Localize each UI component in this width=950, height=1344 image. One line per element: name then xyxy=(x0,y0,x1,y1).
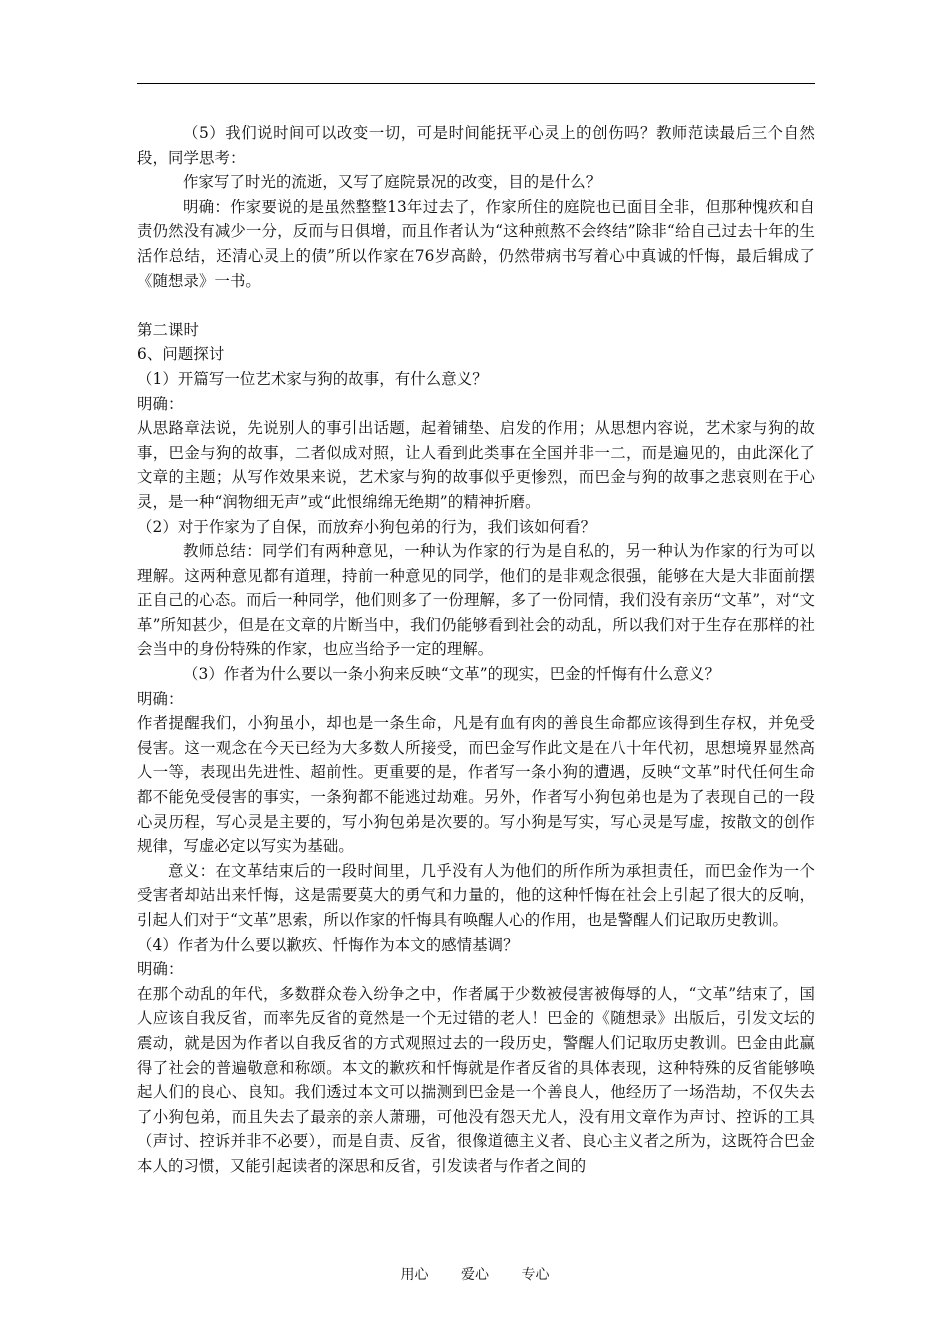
question-3: （3）作者为什么要以一条小狗来反映“文革”的现实，巴金的忏悔有什么意义？ xyxy=(183,665,721,684)
page-footer xyxy=(0,1266,950,1284)
question-3-significance: 意义：在文革结束后的一段时间里，几乎没有人为他们的所作所为承担责任，而巴金作为一个受害者却站出来忏悔，这是需要莫大的勇气和力量的，他的这种忏悔在社会上引起了很大的反响，引起人们对于“文革”思索，所以作家的忏悔具有唤醒人心的作用，也是警醒人们记取历史教训。 xyxy=(137,861,815,929)
paragraph-spacer xyxy=(137,293,815,318)
question-5-answer: 明确：作家要说的是虽然整整13年过去了，作家所住的庭院也已面目全非，但那种愧疚和自责仍然没有减少一分，反而与日俱增，而且作者认为“这种煎熬不会终结”除非“给自己过去十年的生活作总结，还清心灵上的债”所以作家在76岁高龄，仍然带病书写着心中真诚的忏悔，最后辑成了《随想录》一书。 xyxy=(137,197,815,290)
question-1: （1）开篇写一位艺术家与狗的故事，有什么意义？ xyxy=(137,369,488,388)
header-rule xyxy=(137,83,815,84)
question-2-summary: 教师总结：同学们有两种意见，一种认为作家的行为是自私的，另一种认为作家的行为可以理解。这两种意见都有道理，持前一种意见的同学，他们的是非观念很强，能够在大是大非面前摆正自己的心态。而后一种同学，他们则多了一份理解，多了一份同情，我们没有亲历“文革”，对“文革”所知甚少，但是在文章的片断当中，我们仍能够看到社会的动乱，所以我们对于生存在那样的社会当中的身份特殊的作家，也应当给予一定的理解。 xyxy=(137,542,815,659)
footer-item: 用心 xyxy=(400,1267,429,1283)
document-body xyxy=(137,121,815,1179)
question-2: （2）对于作家为了自保，而放弃小狗包弟的行为，我们该如何看？ xyxy=(137,517,597,536)
question-1-answer: 从思路章法说，先说别人的事引出话题，起着铺垫、启发的作用；从思想内容说，艺术家与狗的故事，巴金与狗的故事，二者似成对照，让人看到此类事在全国并非一二，而是遍见的，由此深化了文章的主题；从写作效果来说，艺术家与狗的故事似乎更惨烈，而巴金与狗的故事之悲哀则在于心灵，是一种“润物细无声”或“此恨绵绵无绝期”的精神折磨。 xyxy=(137,419,815,511)
question-5-prompt: 作家写了时光的流逝，又写了庭院景况的改变，目的是什么？ xyxy=(183,173,602,192)
question-1-label: 明确： xyxy=(137,394,184,413)
section-6-heading: 6、问题探讨 xyxy=(137,345,225,364)
question-4-answer: 在那个动乱的年代，多数群众卷入纷争之中，作者属于少数被侵害被侮辱的人，“文革”结束了，国人应该自我反省，而率先反省的竟然是一个无过错的老人！巴金的《随想录》出版后，引发文坛的震动，就是因为作者以自我反省的方式观照过去的一段历史，警醒人们记取历史教训。巴金由此赢得了社会的普遍敬意和称颂。本文的歉疚和忏悔就是作者反省的具体表现，这种特殊的反省能够唤起人们的良心、良知。我们透过本文可以揣测到巴金是一个善良人，他经历了一场浩劫，不仅失去了小狗包弟，而且失去了最亲的亲人萧珊，可他没有怨天尤人，没有用文章作为声讨、控诉的工具（声讨、控诉并非不必要），而是自责、反省，很像道德主义者、良心主义者之所为，这既符合巴金本人的习惯，又能引起读者的深思和反省，引发读者与作者之间的 xyxy=(137,984,815,1175)
question-3-answer: 作者提醒我们，小狗虽小，却也是一条生命，凡是有血有肉的善良生命都应该得到生存权，并免受侵害。这一观念在今天已经为大多数人所接受，而巴金写作此文是在八十年代初，思想境界显然高人一等，表现出先进性、超前性。更重要的是，作者写一条小狗的遭遇，反映“文革”时代任何生命都不能免受侵害的事实，一条狗都不能逃过劫难。另外，作者写小狗包弟也是为了表现自己的一段心灵历程，写心灵是主要的，写小狗包弟是次要的。写小狗是写实，写心灵是写虚，按散文的创作规律，写虚必定以写实为基础。 xyxy=(137,714,815,856)
question-4-label: 明确： xyxy=(137,960,184,979)
question-3-label: 明确： xyxy=(137,689,184,708)
footer-item: 专心 xyxy=(521,1267,550,1283)
footer-item: 爱心 xyxy=(461,1267,489,1283)
question-5: （5）我们说时间可以改变一切，可是时间能抚平心灵上的创伤吗？教师范读最后三个自然段，同学思考： xyxy=(137,124,815,167)
lesson-two-heading: 第二课时 xyxy=(137,320,199,339)
question-4: （4）作者为什么要以歉疚、忏悔作为本文的感情基调？ xyxy=(137,935,519,954)
